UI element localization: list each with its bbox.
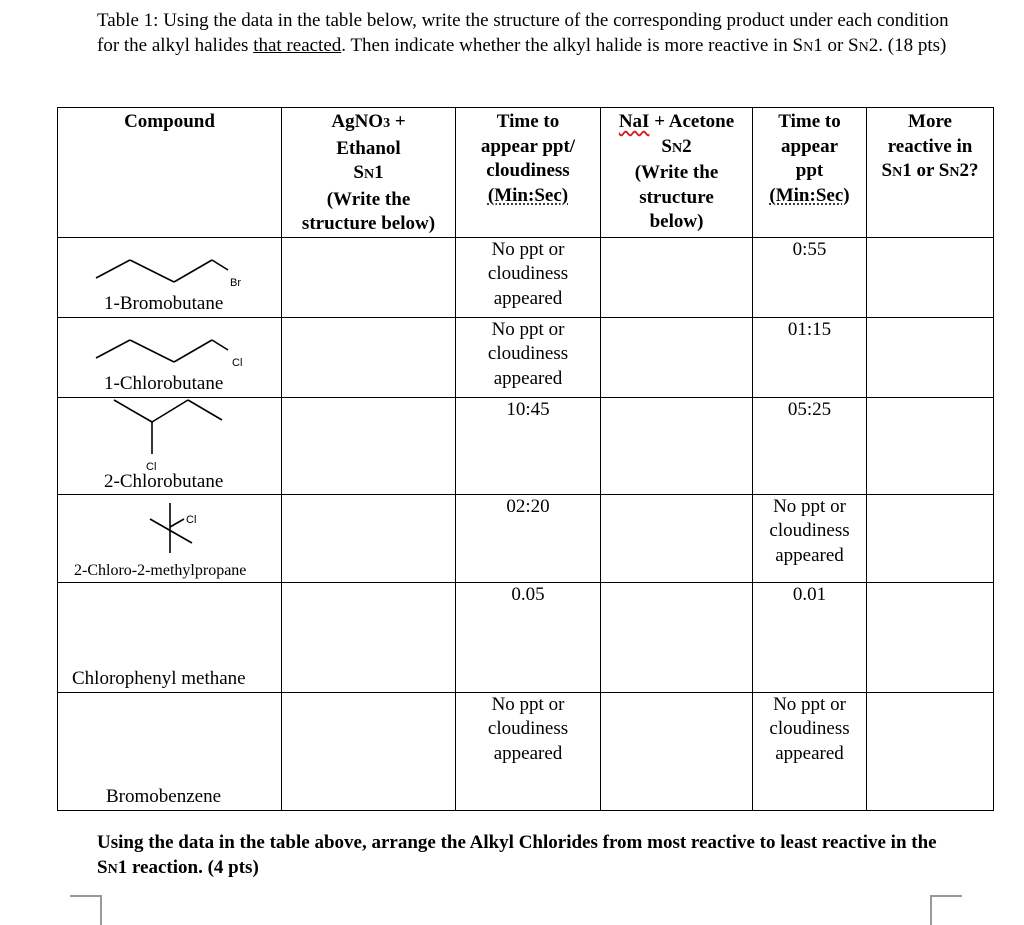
page-margin-mark-left xyxy=(70,895,102,925)
header-time-sn1: Time to appear ppt/ cloudiness (Min:Sec) xyxy=(456,108,601,238)
structure-1-chlorobutane xyxy=(94,332,244,372)
sn2-product-cell[interactable] xyxy=(601,582,753,692)
header-agno3-ethanol: AgNO3 + Ethanol SN1 (Write the structure below) xyxy=(282,108,456,238)
compound-cell xyxy=(58,494,282,582)
header-row xyxy=(58,108,994,238)
time-sn2-cell: 0:55 xyxy=(753,237,867,317)
structure-2-chloro-2-methylpropane xyxy=(136,499,216,555)
compound-name: Bromobenzene xyxy=(106,785,222,807)
compound-name: 2-Chlorobutane xyxy=(104,470,224,492)
table-row xyxy=(58,317,994,397)
more-reactive-cell[interactable] xyxy=(867,237,994,317)
compound-cell xyxy=(58,582,282,692)
compound-name: 1-Bromobutane xyxy=(104,292,224,314)
header-nai-acetone: NaI + Acetone SN2 (Write the structure below) xyxy=(601,108,753,238)
header-more-reactive: More reactive in SN1 or SN2? xyxy=(867,108,994,238)
sn1-product-cell[interactable] xyxy=(282,317,456,397)
structure-1-bromobutane xyxy=(94,252,244,292)
time-sn1-cell: 0.05 xyxy=(456,582,601,692)
table-row xyxy=(58,582,994,692)
sn1-product-cell[interactable] xyxy=(282,692,456,810)
table-row xyxy=(58,692,994,810)
time-sn1-cell: 10:45 xyxy=(456,397,601,494)
sn1-product-cell[interactable] xyxy=(282,494,456,582)
time-sn1-cell: No ppt or cloudiness appeared xyxy=(456,237,601,317)
table-row xyxy=(58,494,994,582)
more-reactive-cell[interactable] xyxy=(867,582,994,692)
table-row xyxy=(58,237,994,317)
sn1-product-cell[interactable] xyxy=(282,237,456,317)
compound-cell xyxy=(58,692,282,810)
sn2-product-cell[interactable] xyxy=(601,397,753,494)
compound-name: 1-Chlorobutane xyxy=(104,372,224,394)
more-reactive-cell[interactable] xyxy=(867,692,994,810)
sn1-product-cell[interactable] xyxy=(282,397,456,494)
time-sn2-cell: 0.01 xyxy=(753,582,867,692)
table-instructions: Table 1: Using the data in the table below, write the structure of the corresponding product under each condition for the alkyl halides that reacted. Then indicate whether the alkyl halide is more reactive in SN1 or SN2. (18 pts) xyxy=(97,10,949,56)
time-sn2-cell: No ppt or cloudiness appeared xyxy=(753,692,867,810)
sn2-product-cell[interactable] xyxy=(601,692,753,810)
compound-cell xyxy=(58,317,282,397)
sn2-product-cell[interactable] xyxy=(601,494,753,582)
time-sn1-cell: No ppt or cloudiness appeared xyxy=(456,692,601,810)
time-sn2-cell: 05:25 xyxy=(753,397,867,494)
underlined-phrase: that reacted xyxy=(253,35,342,56)
structure-2-chlorobutane xyxy=(112,398,232,472)
compound-name: Chlorophenyl methane xyxy=(72,667,246,689)
table-row xyxy=(58,397,994,494)
compound-cell xyxy=(58,237,282,317)
svg-text:Cl: Cl xyxy=(186,513,197,526)
compound-cell xyxy=(58,397,282,494)
more-reactive-cell[interactable] xyxy=(867,494,994,582)
time-sn2-cell: No ppt or cloudiness appeared xyxy=(753,494,867,582)
sn2-product-cell[interactable] xyxy=(601,237,753,317)
page-margin-mark-right xyxy=(930,895,962,925)
more-reactive-cell[interactable] xyxy=(867,317,994,397)
svg-text:Cl: Cl xyxy=(146,460,157,472)
svg-text:Br: Br xyxy=(230,276,241,289)
time-sn1-cell: 02:20 xyxy=(456,494,601,582)
svg-text:Cl: Cl xyxy=(232,356,243,369)
time-sn2-cell: 01:15 xyxy=(753,317,867,397)
time-sn1-cell: No ppt or cloudiness appeared xyxy=(456,317,601,397)
sn1-product-cell[interactable] xyxy=(282,582,456,692)
more-reactive-cell[interactable] xyxy=(867,397,994,494)
compound-name: 2-Chloro-2-methylpropane xyxy=(74,561,247,579)
reactivity-table xyxy=(57,107,994,811)
header-compound: Compound xyxy=(58,108,282,238)
sn2-product-cell[interactable] xyxy=(601,317,753,397)
header-time-sn2: Time to appear ppt (Min:Sec) xyxy=(753,108,867,238)
ranking-question: Using the data in the table above, arrange the Alkyl Chlorides from most reactive to least reactive in the SN1 reaction. (4 pts) xyxy=(97,832,937,878)
